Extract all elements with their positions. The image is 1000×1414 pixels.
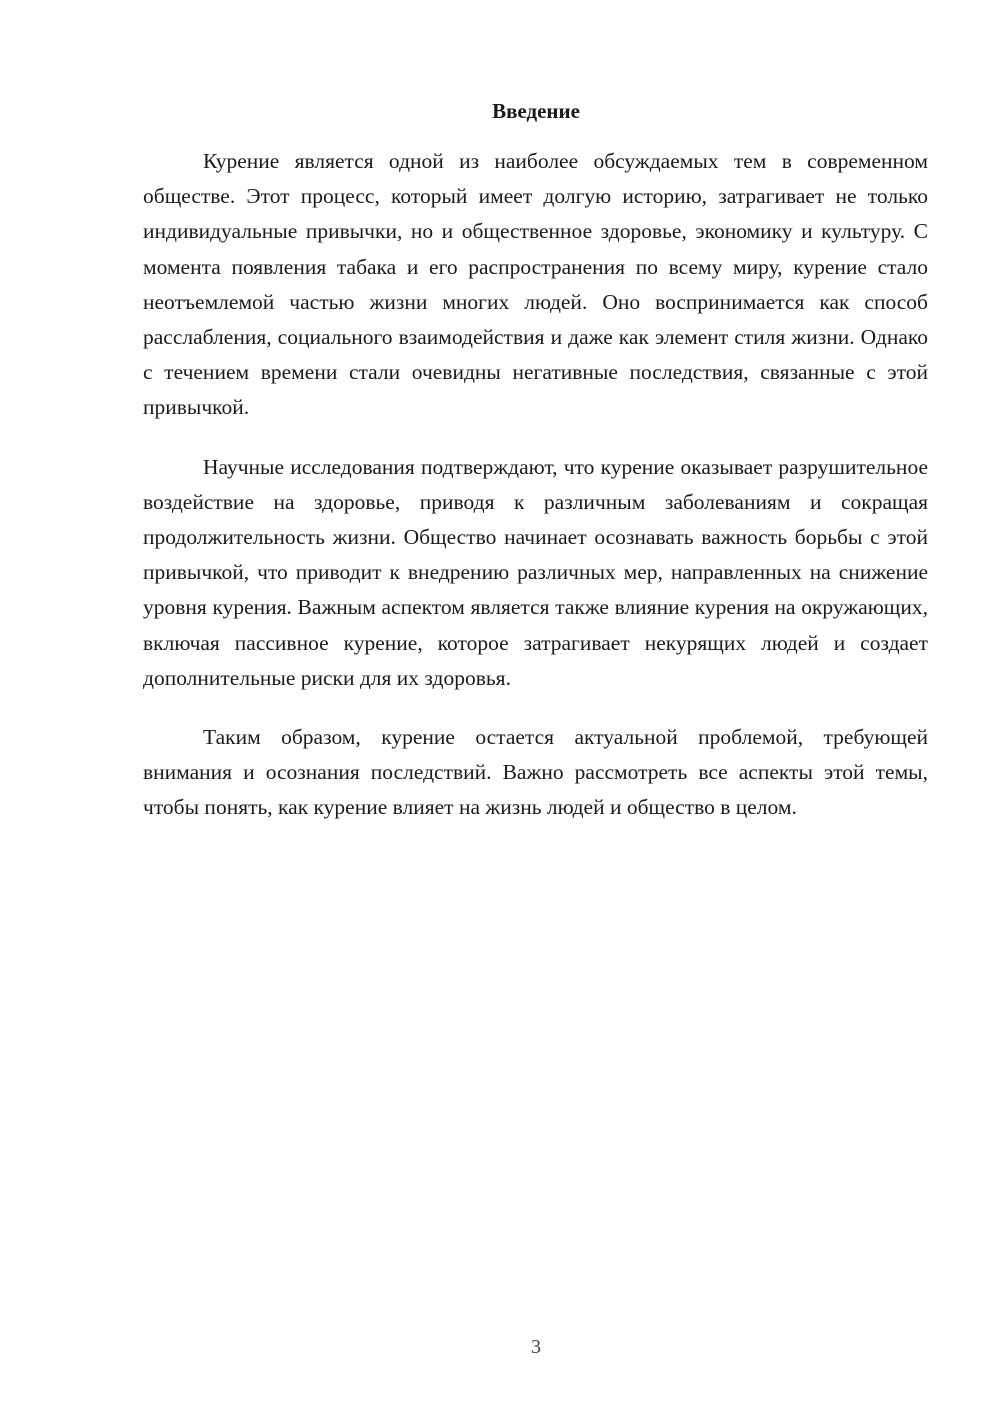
document-body <box>143 144 928 850</box>
paragraph-2: Научные исследования подтверждают, что курение оказывает разрушительное воздействие на здоровье, приводя к различным заболеваниям и сокращая продолжительность жизни. Общество начинает осознавать важность борьбы с этой привычкой, что приводит к внедрению различных мер, направленных на снижение уровня курения. Важным аспектом является также влияние курения на окружающих, включая пассивное курение, которое затрагивает некурящих людей и создает дополнительные риски для их здоровья. <box>143 454 928 690</box>
paragraph-1: Курение является одной из наиболее обсуждаемых тем в современном обществе. Этот процесс, который имеет долгую историю, затрагивает не только индивидуальные привычки, но и общественное здоровье, экономику и культуру. С момента появления табака и его распространения по всему миру, курение стало неотъемлемой частью жизни многих людей. Оно воспринимается как способ расслабления, социального взаимодействия и даже как элемент стиля жизни. Однако с течением времени стали очевидны негативные последствия, связанные с этой привычкой. <box>143 149 928 420</box>
page-title: Введение <box>492 99 580 123</box>
paragraph-3: Таким образом, курение остается актуальной проблемой, требующей внимания и осознания последствий. Важно рассмотреть все аспекты этой темы, чтобы понять, как курение влияет на жизнь людей и общество в целом. <box>143 725 928 820</box>
page-number: 3 <box>531 1336 541 1358</box>
